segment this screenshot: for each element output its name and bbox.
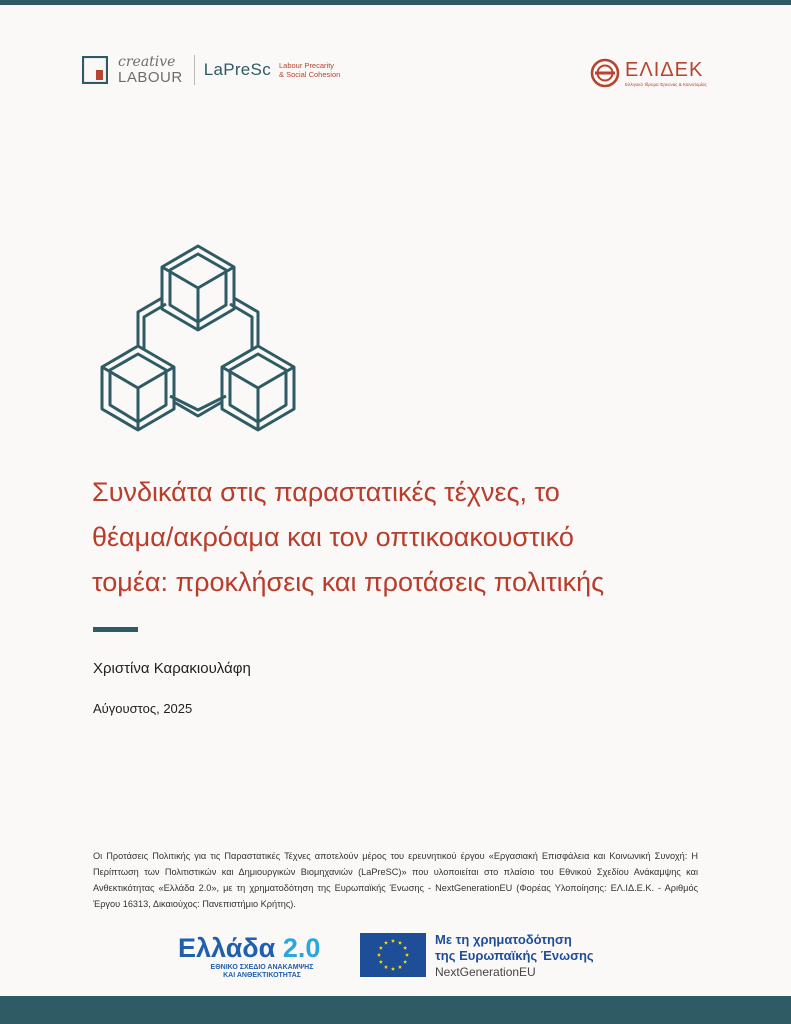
creative-word: creative bbox=[118, 54, 176, 70]
funding-footnote: Οι Προτάσεις Πολιτικής για τις Παραστατικές Τέχνες αποτελούν μέρος του ερευνητικού έργου «Εργασιακή Επισφάλεια και Κοινωνική Συνοχή: Η Περίπτωση των Πολιτιστικών και Δημιουργικών Βιομηχανιών (LaPreSC)» που υλοποιείται στο πλαίσιο του Εθνικού Σχεδίου Ανάκαμψης και Ανθεκτικότητας «Ελλάδα 2.0», με τη χρηματοδότηση της Ευρωπαϊκής Ένωσης - NextGenerationEU (Φορέας Υλοποίησης: ΕΛ.ΙΔ.Ε.Κ. - Αριθμός Έργου 16313, Δικαιούχος: Πανεπιστήμιο Κρήτης). bbox=[93, 851, 698, 909]
elidek-subtitle: Ελληνικό Ίδρυμα Έρευνας & Καινοτομίας bbox=[625, 81, 707, 87]
laprescs-subtitle bbox=[279, 61, 340, 79]
author-name: Χριστίνα Καρακιουλάφη bbox=[93, 660, 251, 677]
title-underline bbox=[93, 627, 138, 632]
creative-labour-logo-icon bbox=[82, 56, 108, 84]
creative-labour-wordmark bbox=[118, 55, 183, 85]
labour-word: LABOUR bbox=[118, 69, 183, 86]
laprescs-subtitle-line1: Labour Precarity bbox=[279, 61, 335, 70]
laprescs-subtitle-line2: & Social Cohesion bbox=[279, 70, 341, 79]
page-title bbox=[92, 470, 732, 605]
title-line3: τομέα: προκλήσεις και προτάσεις πολιτικής bbox=[92, 567, 605, 597]
title-line1: Συνδικάτα στις παραστατικές τέχνες, το bbox=[92, 477, 560, 507]
greece-logo-number: 2.0 bbox=[282, 933, 321, 963]
logo-divider bbox=[194, 55, 195, 85]
greece-logo-sub-line1: ΕΘΝΙΚΟ ΣΧΕΔΙΟ ΑΝΑΚΑΜΨΗΣ bbox=[210, 964, 314, 971]
greece-logo-word: Ελλάδα bbox=[178, 933, 276, 963]
laprescs-wordmark: LaPreSc bbox=[203, 60, 271, 79]
eu-funding-line3: NextGenerationEU bbox=[435, 965, 536, 979]
connected-cubes-icon bbox=[98, 242, 298, 438]
elidek-logo-icon bbox=[590, 58, 620, 88]
project-logos bbox=[82, 52, 340, 88]
bottom-bar bbox=[0, 996, 791, 1024]
greece-2-0-logo bbox=[178, 934, 346, 980]
title-line2: θέαμα/ακρόαμα και τον οπτικοακουστικό bbox=[92, 522, 574, 552]
top-bar bbox=[0, 0, 791, 5]
greece-logo-sub-line2: ΚΑΙ ΑΝΘΕΚΤΙΚΟΤΗΤΑΣ bbox=[223, 972, 301, 979]
eu-flag-icon bbox=[360, 933, 426, 977]
elidek-name: ΕΛΙΔΕΚ bbox=[625, 58, 704, 81]
eu-funding-statement bbox=[435, 932, 594, 980]
publication-date: Αύγουστος, 2025 bbox=[93, 701, 193, 716]
eu-funding-line2: της Ευρωπαϊκής Ένωσης bbox=[435, 948, 594, 963]
elidek-logo bbox=[590, 58, 707, 88]
eu-funding-line1: Με τη χρηματοδότηση bbox=[435, 932, 572, 947]
